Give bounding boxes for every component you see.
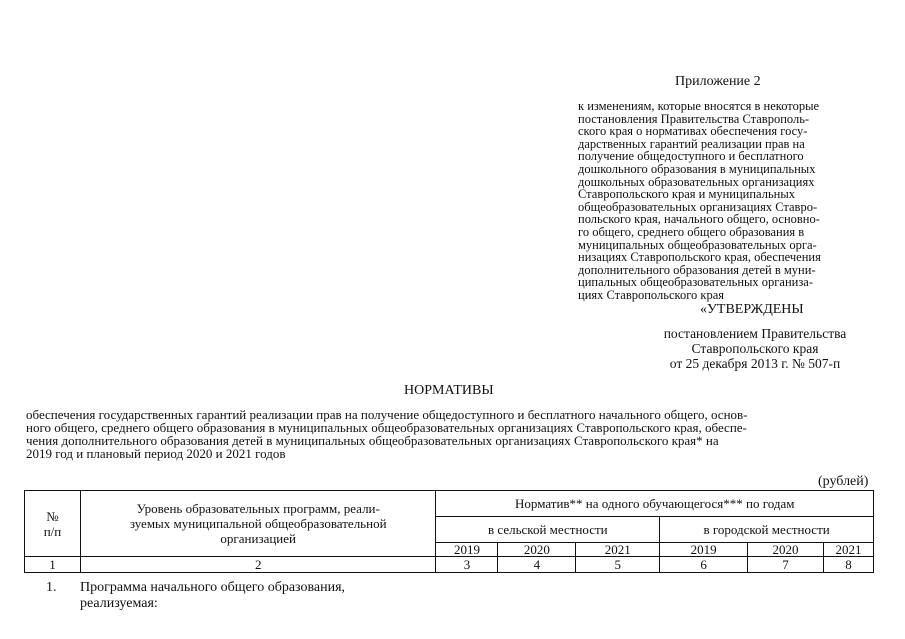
appendix-line: к изменениям, которые вносятся в некоторые bbox=[578, 99, 820, 113]
column-numbering-row bbox=[25, 557, 874, 573]
appendix-title: Приложение 2 bbox=[675, 74, 761, 89]
subtitle-line: чения дополнительного образования детей в муниципальных общеобразовательных организациях Ставропольского края* на bbox=[26, 433, 719, 448]
approved-label: «УТВЕРЖДЕНЫ bbox=[700, 302, 804, 317]
column-header-rural: в сельской местности bbox=[436, 517, 660, 543]
appendix-line: муниципальных общеобразовательных орга- bbox=[578, 237, 817, 252]
appendix-line: польского края, начального общего, основно- bbox=[578, 212, 820, 227]
appendix-line: го общего, среднего общего образования в bbox=[578, 224, 805, 239]
column-header-urban: в городской местности bbox=[660, 517, 874, 543]
appendix-line: дарственных гарантий реализации прав на bbox=[578, 136, 805, 151]
year-header: 2021 bbox=[823, 543, 873, 557]
appendix-line: ципальных общеобразовательных организа- bbox=[578, 275, 814, 290]
year-header: 2021 bbox=[576, 543, 660, 557]
column-header-norm: Норматив** на одного обучающегося*** по годам bbox=[436, 491, 874, 517]
document-title: НОРМАТИВЫ bbox=[404, 383, 494, 398]
year-header: 2020 bbox=[498, 543, 576, 557]
decree-line: постановлением Правительства bbox=[663, 326, 847, 341]
decree-reference bbox=[650, 326, 860, 371]
document-subtitle bbox=[26, 408, 872, 460]
column-header-number: № п/п bbox=[25, 491, 81, 557]
column-number: 1 bbox=[25, 557, 81, 573]
appendix-line: низациях Ставропольского края, обеспечения bbox=[578, 250, 821, 265]
year-header: 2019 bbox=[436, 543, 498, 557]
column-number: 4 bbox=[498, 557, 576, 573]
appendix-line: дошкольных образовательных организациях bbox=[578, 174, 815, 189]
appendix-line: Ставропольского края и муниципальных bbox=[578, 187, 795, 202]
year-header: 2019 bbox=[660, 543, 748, 557]
appendix-text bbox=[578, 100, 872, 302]
norms-table bbox=[24, 490, 874, 573]
appendix-line: дополнительного образования детей в муни- bbox=[578, 262, 816, 277]
units-label: (рублей) bbox=[818, 474, 869, 489]
subtitle-line: ного общего, среднего общего образования в муниципальных общеобразовательных организациях Ставропольского края, обеспе- bbox=[26, 420, 747, 435]
appendix-line: дошкольного образования в муниципальных bbox=[578, 161, 816, 176]
row-label-line: реализуемая: bbox=[80, 595, 158, 611]
column-number: 7 bbox=[748, 557, 824, 573]
column-number: 2 bbox=[80, 557, 436, 573]
subtitle-line: 2019 год и плановый период 2020 и 2021 годов bbox=[26, 446, 286, 461]
column-number: 8 bbox=[823, 557, 873, 573]
row-label-line: Программа начального общего образования, bbox=[80, 580, 346, 595]
column-number: 5 bbox=[576, 557, 660, 573]
appendix-line: циях Ставропольского края bbox=[578, 287, 725, 302]
column-header-program-level: Уровень образовательных программ, реали- зуемых муниципальной общеобразовательной организацией bbox=[80, 491, 436, 557]
subtitle-line: обеспечения государственных гарантий реализации прав на получение общедоступного и бесплатного начального общего, основ- bbox=[26, 407, 748, 422]
row-label bbox=[80, 580, 345, 611]
appendix-line: общеобразовательных организациях Ставро- bbox=[578, 199, 818, 214]
appendix-line: получение общедоступного и бесплатного bbox=[578, 149, 804, 164]
appendix-line: постановления Правительства Ставрополь- bbox=[578, 111, 810, 126]
column-number: 6 bbox=[660, 557, 748, 573]
decree-line: Ставропольского края bbox=[691, 341, 819, 356]
column-number: 3 bbox=[436, 557, 498, 573]
year-header: 2020 bbox=[748, 543, 824, 557]
decree-line: от 25 декабря 2013 г. № 507-п bbox=[669, 356, 841, 371]
row-number: 1. bbox=[46, 580, 57, 595]
appendix-line: ского края о нормативах обеспечения госу- bbox=[578, 124, 808, 139]
